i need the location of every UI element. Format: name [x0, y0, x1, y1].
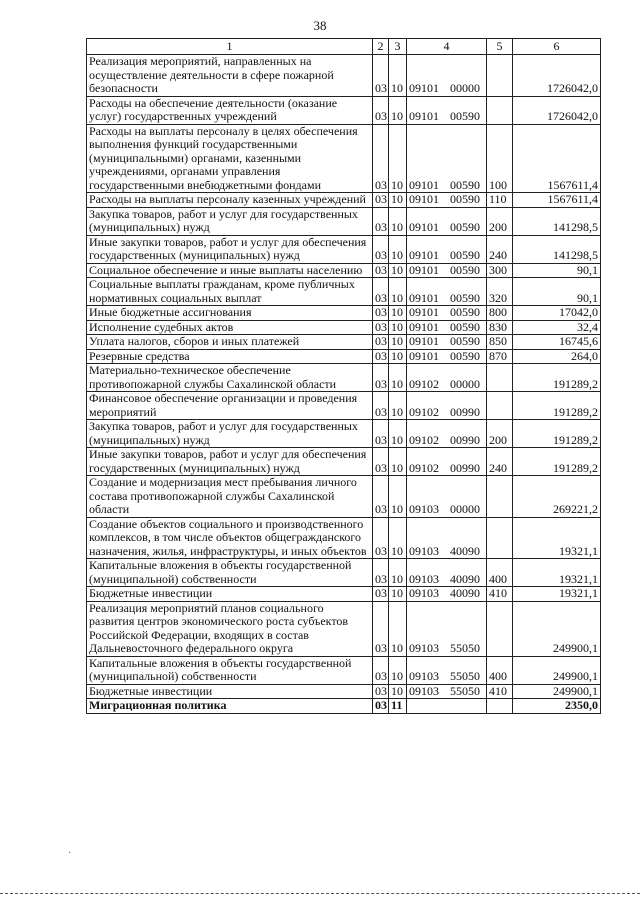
row-name: Резервные средства	[87, 349, 373, 364]
row-name: Социальное обеспечение и иные выплаты населению	[87, 263, 373, 278]
row-amount: 90,1	[513, 263, 601, 278]
row-subsection-code: 10	[389, 278, 407, 306]
row-name: Расходы на выплаты персоналу казенных учреждений	[87, 193, 373, 208]
row-amount: 191289,2	[513, 364, 601, 392]
table-row	[87, 699, 601, 714]
row-expense-type: 870	[487, 349, 513, 364]
row-amount: 141298,5	[513, 207, 601, 235]
row-amount: 32,4	[513, 320, 601, 335]
table-row	[87, 235, 601, 263]
row-subsection-code: 10	[389, 392, 407, 420]
row-name: Закупка товаров, работ и услуг для государственных (муниципальных) нужд	[87, 420, 373, 448]
row-section-code: 03	[373, 235, 389, 263]
row-subsection-code: 10	[389, 448, 407, 476]
table-row	[87, 517, 601, 559]
row-amount: 141298,5	[513, 235, 601, 263]
column-header-3: 3	[389, 39, 407, 55]
row-name: Капитальные вложения в объекты государственной (муниципальной) собственности	[87, 656, 373, 684]
table-row	[87, 263, 601, 278]
row-target-article: 09102 00990	[407, 420, 487, 448]
row-expense-type	[487, 601, 513, 656]
row-subsection-code: 10	[389, 320, 407, 335]
row-name: Уплата налогов, сборов и иных платежей	[87, 335, 373, 350]
row-target-article: 09103 00000	[407, 476, 487, 518]
row-target-article: 09102 00990	[407, 392, 487, 420]
row-expense-type	[487, 96, 513, 124]
row-section-code: 03	[373, 656, 389, 684]
row-subsection-code: 10	[389, 96, 407, 124]
row-section-code: 03	[373, 124, 389, 193]
row-target-article: 09102 00000	[407, 364, 487, 392]
row-section-code: 03	[373, 699, 389, 714]
table-row	[87, 193, 601, 208]
row-name: Создание и модернизация мест пребывания личного состава противопожарной службы Сахалинской области	[87, 476, 373, 518]
column-header-5: 5	[487, 39, 513, 55]
row-target-article: 09103 40090	[407, 517, 487, 559]
row-amount: 17042,0	[513, 306, 601, 321]
row-section-code: 03	[373, 55, 389, 97]
row-name: Расходы на выплаты персоналу в целях обеспечения выполнения функций государственными (муниципальными) органами, казенными учреждениями, органами управления государственными внебюджетными фондами	[87, 124, 373, 193]
row-section-code: 03	[373, 278, 389, 306]
page-edge-rule	[0, 893, 640, 894]
row-amount: 191289,2	[513, 448, 601, 476]
row-target-article: 09102 00990	[407, 448, 487, 476]
row-expense-type: 110	[487, 193, 513, 208]
row-expense-type: 400	[487, 656, 513, 684]
row-name: Иные закупки товаров, работ и услуг для обеспечения государственных (муниципальных) нужд	[87, 235, 373, 263]
row-target-article: 09101 00590	[407, 320, 487, 335]
row-name: Бюджетные инвестиции	[87, 684, 373, 699]
table-row	[87, 420, 601, 448]
row-target-article: 09103 55050	[407, 656, 487, 684]
row-expense-type: 240	[487, 235, 513, 263]
row-subsection-code: 10	[389, 349, 407, 364]
row-subsection-code: 10	[389, 656, 407, 684]
row-name: Миграционная политика	[87, 699, 373, 714]
column-header-4: 4	[407, 39, 487, 55]
row-name: Исполнение судебных актов	[87, 320, 373, 335]
row-section-code: 03	[373, 207, 389, 235]
row-subsection-code: 10	[389, 420, 407, 448]
row-expense-type	[487, 364, 513, 392]
table-header-row	[87, 39, 601, 55]
row-target-article: 09101 00590	[407, 335, 487, 350]
budget-table	[86, 38, 601, 714]
row-amount: 19321,1	[513, 587, 601, 602]
row-target-article: 09101 00590	[407, 263, 487, 278]
row-amount: 90,1	[513, 278, 601, 306]
row-amount: 249900,1	[513, 684, 601, 699]
row-subsection-code: 10	[389, 601, 407, 656]
row-name: Капитальные вложения в объекты государственной (муниципальной) собственности	[87, 559, 373, 587]
row-target-article: 09101 00590	[407, 193, 487, 208]
table-row	[87, 349, 601, 364]
row-target-article: 09103 55050	[407, 684, 487, 699]
row-section-code: 03	[373, 364, 389, 392]
row-expense-type: 300	[487, 263, 513, 278]
row-expense-type: 830	[487, 320, 513, 335]
row-target-article: 09101 00590	[407, 349, 487, 364]
row-expense-type: 410	[487, 684, 513, 699]
row-target-article: 09101 00590	[407, 124, 487, 193]
row-section-code: 03	[373, 96, 389, 124]
table-row	[87, 124, 601, 193]
row-expense-type: 850	[487, 335, 513, 350]
row-name: Иные бюджетные ассигнования	[87, 306, 373, 321]
row-target-article: 09101 00590	[407, 306, 487, 321]
row-amount: 1726042,0	[513, 96, 601, 124]
table-row	[87, 601, 601, 656]
row-name: Финансовое обеспечение организации и проведения мероприятий	[87, 392, 373, 420]
table-row	[87, 96, 601, 124]
row-expense-type: 200	[487, 420, 513, 448]
table-row	[87, 335, 601, 350]
row-section-code: 03	[373, 448, 389, 476]
table-body	[87, 55, 601, 714]
row-section-code: 03	[373, 392, 389, 420]
row-subsection-code: 10	[389, 263, 407, 278]
row-amount: 19321,1	[513, 559, 601, 587]
row-expense-type: 400	[487, 559, 513, 587]
row-expense-type	[487, 517, 513, 559]
row-section-code: 03	[373, 193, 389, 208]
row-expense-type	[487, 55, 513, 97]
table-row	[87, 476, 601, 518]
column-header-1: 1	[87, 39, 373, 55]
table-row	[87, 306, 601, 321]
row-name: Бюджетные инвестиции	[87, 587, 373, 602]
row-subsection-code: 10	[389, 193, 407, 208]
row-section-code: 03	[373, 335, 389, 350]
row-target-article: 09101 00000	[407, 55, 487, 97]
table-row	[87, 364, 601, 392]
table-row	[87, 448, 601, 476]
row-amount: 191289,2	[513, 420, 601, 448]
row-name: Закупка товаров, работ и услуг для государственных (муниципальных) нужд	[87, 207, 373, 235]
row-name: Реализация мероприятий планов социального развития центров экономического роста субъектов Российской Федерации, входящих в состав Дальневосточного федерального округа	[87, 601, 373, 656]
row-amount: 1567611,4	[513, 193, 601, 208]
row-subsection-code: 10	[389, 476, 407, 518]
row-amount: 264,0	[513, 349, 601, 364]
row-target-article	[407, 699, 487, 714]
row-amount: 16745,6	[513, 335, 601, 350]
row-subsection-code: 10	[389, 55, 407, 97]
row-subsection-code: 10	[389, 517, 407, 559]
table-row	[87, 656, 601, 684]
row-subsection-code: 10	[389, 559, 407, 587]
row-section-code: 03	[373, 263, 389, 278]
row-section-code: 03	[373, 349, 389, 364]
row-target-article: 09101 00590	[407, 278, 487, 306]
page-number: 38	[313, 18, 327, 33]
row-section-code: 03	[373, 517, 389, 559]
row-expense-type: 100	[487, 124, 513, 193]
row-amount: 249900,1	[513, 601, 601, 656]
row-subsection-code: 11	[389, 699, 407, 714]
row-amount: 1567611,4	[513, 124, 601, 193]
row-expense-type	[487, 699, 513, 714]
row-subsection-code: 10	[389, 207, 407, 235]
row-amount: 19321,1	[513, 517, 601, 559]
row-target-article: 09101 00590	[407, 96, 487, 124]
column-header-2: 2	[373, 39, 389, 55]
table-row	[87, 278, 601, 306]
row-subsection-code: 10	[389, 124, 407, 193]
row-expense-type: 800	[487, 306, 513, 321]
column-header-6: 6	[513, 39, 601, 55]
row-amount: 191289,2	[513, 392, 601, 420]
table-row	[87, 587, 601, 602]
row-expense-type: 320	[487, 278, 513, 306]
table-row	[87, 684, 601, 699]
row-target-article: 09101 00590	[407, 235, 487, 263]
row-target-article: 09103 40090	[407, 559, 487, 587]
row-amount: 1726042,0	[513, 55, 601, 97]
row-subsection-code: 10	[389, 364, 407, 392]
row-name: Расходы на обеспечение деятельности (оказание услуг) государственных учреждений	[87, 96, 373, 124]
row-subsection-code: 10	[389, 587, 407, 602]
row-subsection-code: 10	[389, 684, 407, 699]
row-target-article: 09103 55050	[407, 601, 487, 656]
margin-mark: ·	[68, 848, 72, 859]
row-expense-type	[487, 392, 513, 420]
table-row	[87, 559, 601, 587]
row-name: Создание объектов социального и производственного комплексов, в том числе объектов общегражданского назначения, жилья, инфраструктуры, и иных объектов	[87, 517, 373, 559]
row-name: Иные закупки товаров, работ и услуг для обеспечения государственных (муниципальных) нужд	[87, 448, 373, 476]
table-row	[87, 207, 601, 235]
row-section-code: 03	[373, 420, 389, 448]
table-row	[87, 320, 601, 335]
row-name: Реализация мероприятий, направленных на осуществление деятельности в сфере пожарной безопасности	[87, 55, 373, 97]
row-target-article: 09101 00590	[407, 207, 487, 235]
row-expense-type: 200	[487, 207, 513, 235]
row-section-code: 03	[373, 684, 389, 699]
row-subsection-code: 10	[389, 306, 407, 321]
row-subsection-code: 10	[389, 335, 407, 350]
row-section-code: 03	[373, 587, 389, 602]
row-amount: 249900,1	[513, 656, 601, 684]
row-expense-type: 240	[487, 448, 513, 476]
row-section-code: 03	[373, 601, 389, 656]
row-section-code: 03	[373, 476, 389, 518]
row-section-code: 03	[373, 320, 389, 335]
row-section-code: 03	[373, 306, 389, 321]
row-target-article: 09103 40090	[407, 587, 487, 602]
row-expense-type: 410	[487, 587, 513, 602]
row-expense-type	[487, 476, 513, 518]
row-amount: 2350,0	[513, 699, 601, 714]
row-section-code: 03	[373, 559, 389, 587]
row-name: Материально-техническое обеспечение противопожарной службы Сахалинской области	[87, 364, 373, 392]
row-amount: 269221,2	[513, 476, 601, 518]
row-subsection-code: 10	[389, 235, 407, 263]
table-row	[87, 392, 601, 420]
table-row	[87, 55, 601, 97]
row-name: Социальные выплаты гражданам, кроме публичных нормативных социальных выплат	[87, 278, 373, 306]
